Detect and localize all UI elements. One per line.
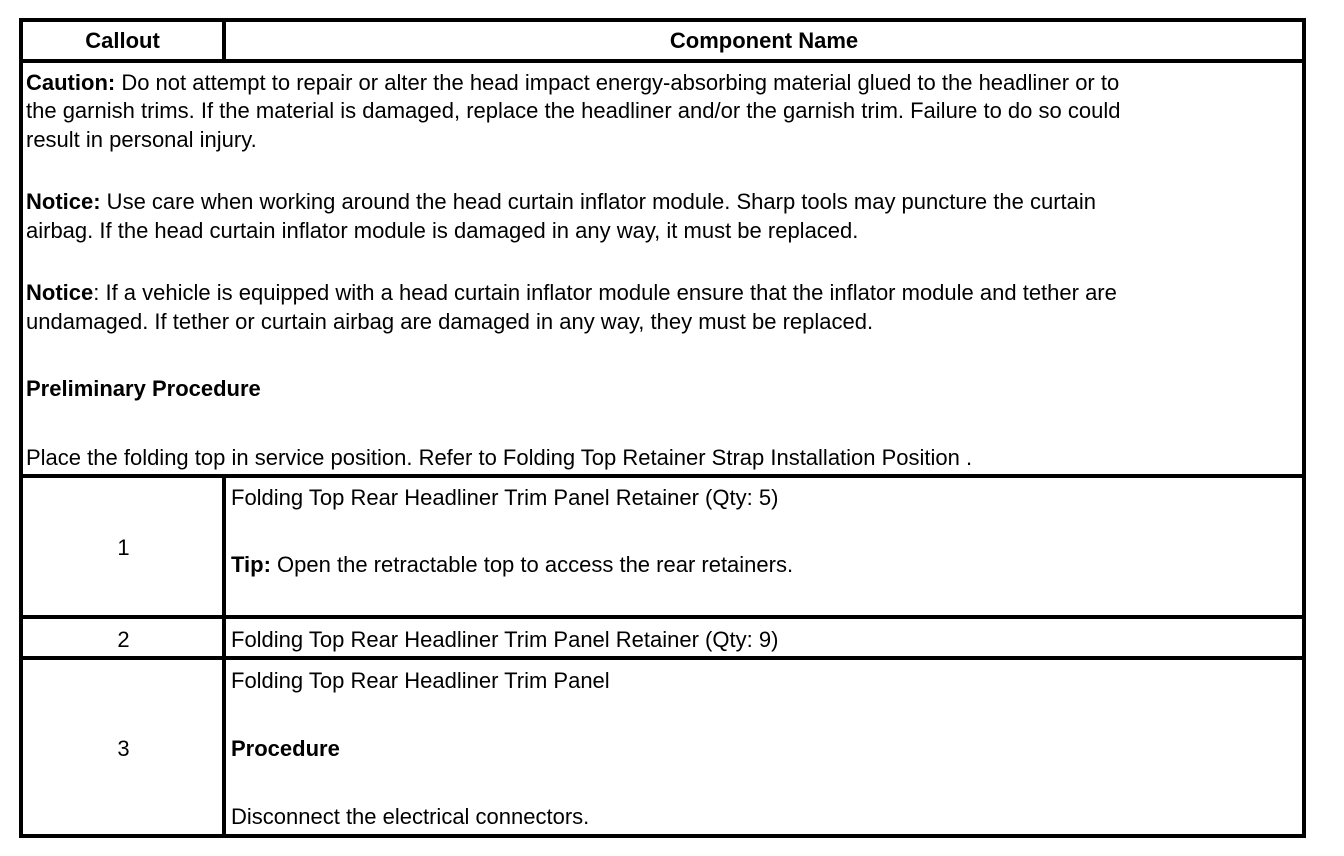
caution-text: Do not attempt to repair or alter the head impact energy-absorbing material glued to the headliner or to xyxy=(115,70,1120,95)
caution-line-2: the garnish trims. If the material is damaged, replace the headliner and/or the garnish trim. Failure to do so could xyxy=(26,98,1121,123)
header-divider xyxy=(19,59,1306,63)
notice-1-text: Use care when working around the head curtain inflator module. Sharp tools may puncture the curtain xyxy=(100,189,1097,214)
table-border-right xyxy=(1302,18,1306,838)
row-1-component: Folding Top Rear Headliner Trim Panel Retainer (Qty: 5) xyxy=(231,485,779,510)
row-3-procedure-heading: Procedure xyxy=(231,736,340,761)
notice-2-line-2: undamaged. If tether or curtain airbag are damaged in any way, they must be replaced. xyxy=(26,309,874,334)
component-column-header: Component Name xyxy=(669,28,859,53)
tip-text: Open the retractable top to access the rear retainers. xyxy=(270,552,794,577)
component-table xyxy=(19,18,1306,838)
body-column-divider xyxy=(222,474,226,838)
preliminary-procedure-text: Place the folding top in service position. Refer to Folding Top Retainer Strap Installation Position . xyxy=(26,445,973,470)
row-divider-2 xyxy=(19,615,1306,619)
callout-column-header: Callout xyxy=(85,28,160,53)
row-3-procedure-text: Disconnect the electrical connectors. xyxy=(231,804,590,829)
row-2-callout: 2 xyxy=(117,627,130,652)
notice-1-line-2: airbag. If the head curtain inflator module is damaged in any way, it must be replaced. xyxy=(26,218,859,243)
notice-2-label: Notice xyxy=(26,280,94,305)
caution-label: Caution: xyxy=(26,70,116,95)
tip-label: Tip: xyxy=(231,552,271,577)
notice-1-line-1 xyxy=(26,188,1096,217)
row-2-component: Folding Top Rear Headliner Trim Panel Retainer (Qty: 9) xyxy=(231,627,779,652)
row-1-callout: 1 xyxy=(117,535,130,560)
caution-line-3: result in personal injury. xyxy=(26,127,257,152)
notice-2-line-1 xyxy=(26,279,1117,308)
row-divider-3 xyxy=(19,656,1306,660)
preliminary-procedure-heading: Preliminary Procedure xyxy=(26,376,261,401)
row-3-component: Folding Top Rear Headliner Trim Panel xyxy=(231,668,610,693)
notice-1-label: Notice: xyxy=(26,189,101,214)
table-border-bottom xyxy=(19,834,1306,838)
notice-2-text: : If a vehicle is equipped with a head curtain inflator module ensure that the inflator module and tether are xyxy=(93,280,1117,305)
caution-line-1 xyxy=(26,69,1119,98)
row-3-callout: 3 xyxy=(117,736,130,761)
table-border-left xyxy=(19,18,23,838)
row-divider-1 xyxy=(19,474,1306,478)
row-1-tip xyxy=(231,551,793,580)
